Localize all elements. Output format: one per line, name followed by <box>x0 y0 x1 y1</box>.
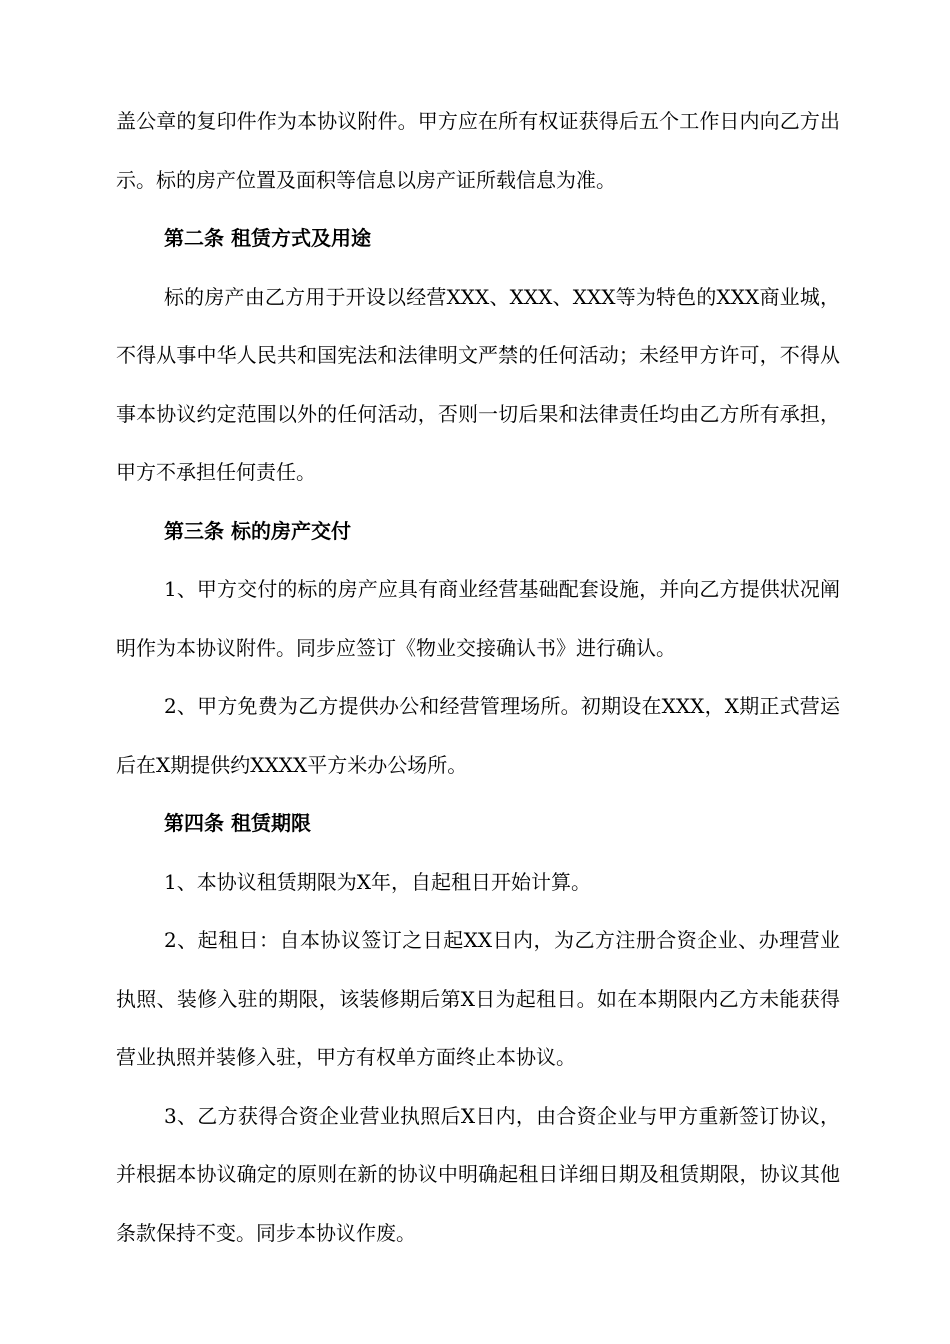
paragraph-1: 盖公章的复印件作为本协议附件。甲方应在所有权证获得后五个工作日内向乙方出示。标的房产位置及面积等信息以房产证所载信息为准。 <box>116 109 840 192</box>
paragraph-3-2: 2、甲方免费为乙方提供办公和经营管理场所。初期设在XXX，X期正式营运后在X期提供约XXXX平方米办公场所。 <box>116 694 840 777</box>
document-body <box>116 92 840 1262</box>
paragraph-4-3: 3、乙方获得合资企业营业执照后X日内，由合资企业与甲方重新签订协议，并根据本协议确定的原则在新的协议中明确起租日详细日期及租赁期限，协议其他条款保持不变。同步本协议作废。 <box>116 1103 840 1245</box>
paragraph-4-2: 2、起租日：自本协议签订之日起XX日内，为乙方注册合资企业、办理营业执照、装修入驻的期限，该装修期后第X日为起租日。如在本期限内乙方未能获得营业执照并装修入驻，甲方有权单方面终止本协议。 <box>116 928 840 1069</box>
paragraph-3-1: 1、甲方交付的标的房产应具有商业经营基础配套设施，并向乙方提供状况阐明作为本协议附件。同步应签订《物业交接确认书》进行确认。 <box>116 577 840 660</box>
section-heading-3: 第三条 标的房产交付 <box>164 518 351 543</box>
section-heading-2: 第二条 租赁方式及用途 <box>164 226 371 250</box>
paragraph-2: 标的房产由乙方用于开设以经营XXX、XXX、XXX等为特色的XXX商业城，不得从事中华人民共和国宪法和法律明文严禁的任何活动；未经甲方许可，不得从事本协议约定范围以外的任何活动，否则一切后果和法律责任均由乙方所有承担，甲方不承担任何责任。 <box>116 284 840 484</box>
paragraph-4-1: 1、本协议租赁期限为X年，自起租日开始计算。 <box>164 869 591 894</box>
section-heading-4: 第四条 租赁期限 <box>164 811 311 835</box>
